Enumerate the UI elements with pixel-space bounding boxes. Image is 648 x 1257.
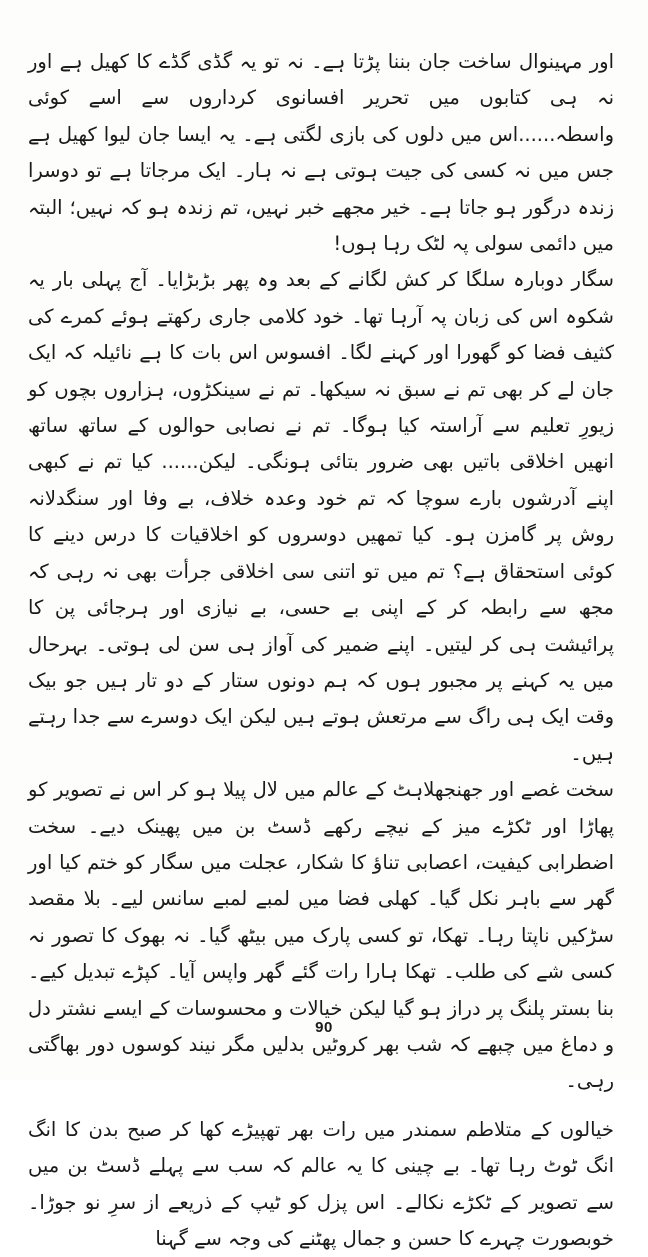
body-text: [28, 44, 614, 1257]
page-number: 90: [315, 1019, 333, 1036]
paragraph-3: سخت غصے اور جھنجھلاہٹ کے عالم میں لال پیلا ہو کر اس نے تصویر کو پھاڑا اور ٹکڑے میز کے نیچے رکھے ڈسٹ بن میں پھینک دیے۔ سخت اضطرابی کیفیت، اعصابی تناؤ کا شکار، عجلت میں سگار کو ختم کیا اور گھر سے باہر نکل گیا۔ کھلی فضا میں لمبے لمبے سانس لیے۔ بلا مقصد سڑکیں ناپتا رہا۔ تھکا، تو کسی پارک میں بیٹھ گیا۔ نہ بھوک کا تصور نہ کسی شے کی طلب۔ تھکا ہارا رات گئے گھر واپس آیا۔ کپڑے تبدیل کیے۔ بنا بستر پلنگ پر دراز ہو گیا لیکن خیالات و محسوسات کے ایسے نشتر دل و دماغ میں چبھے کہ شب بھر کروٹیں بدلیں مگر نیند کوسوں دور بھاگتی رہی۔: [28, 778, 614, 1093]
paragraph-4: خیالوں کے متلاطم سمندر میں رات بھر تھپیڑے کھا کر صبح بدن کا انگ انگ ٹوٹ رہا تھا۔ بے چینی کا یہ عالم کہ سب سے پہلے ڈسٹ بن میں سے تصویر کے ٹکڑے نکالے۔ اس پزل کو ٹیپ کے ذریعے از سرِ نو جوڑا۔ خوبصورت چہرے کا حسن و جمال پھٹنے کی وجہ سے گہنا: [28, 1117, 614, 1250]
paragraph-1: اور مہینوال ساخت جان بننا پڑتا ہے۔ نہ تو یہ گڈی گڈے کا کھیل ہے اور نہ ہی کتابوں میں تحریر افسانوی کرداروں سے اسے کوئی واسطہ......اس میں دلوں کی بازی لگتی ہے۔ یہ ایسا جان لیوا کھیل ہے جس میں نہ کسی کی جیت ہوتی ہے نہ ہار۔ ایک مرجاتا ہے تو دوسرا زندہ درگور ہو جاتا ہے۔ خیر مجھے خبر نہیں، تم زندہ ہو کہ نہیں؛ البتہ میں دائمی سولی پہ لٹک رہا ہوں!: [28, 50, 614, 256]
paragraph-2: سگار دوبارہ سلگا کر کش لگانے کے بعد وہ پھر بڑبڑایا۔ آج پہلی بار یہ شکوہ اس کی زبان پہ آرہا تھا۔ خود کلامی جاری رکھتے ہوئے کمرے کی کثیف فضا کو گھورا اور کہنے لگا۔ افسوس اس بات کا ہے نائیلہ کہ ایک جان لے کر بھی تم نے سبق نہ سیکھا۔ تم نے سینکڑوں، ہزاروں بچوں کو زیورِ تعلیم سے آراستہ کیا ہوگا۔ تم نے نصابی حوالوں کے ساتھ ساتھ انھیں اخلاقی باتیں بھی ضرور بتائی ہونگی۔ لیکن...... کیا تم نے کبھی اپنے آدرشوں بارے سوچا کہ تم خود وعدہ خلاف، بے وفا اور سنگدلانہ روش پر گامزن ہو۔ کیا تمھیں دوسروں کو اخلاقیات کا درس دینے کا کوئی استحقاق ہے؟ تم میں تو اتنی سی اخلاقی جرأت بھی نہ رہی کہ مجھ سے رابطہ کر کے اپنی بے حسی، بے نیازی اور ہرجائی پن کا پرائیشت ہی کر لیتیں۔ اپنے ضمیر کی آواز ہی سن لی ہوتی۔ بہرحال میں یہ کہنے پر مجبور ہوں کہ ہم دونوں ستار کے دو تار ہیں جو بیک وقت ایک ہی راگ سے مرتعش ہوتے ہیں لیکن ایک دوسرے سے جدا رہتے ہیں۔: [28, 268, 614, 765]
